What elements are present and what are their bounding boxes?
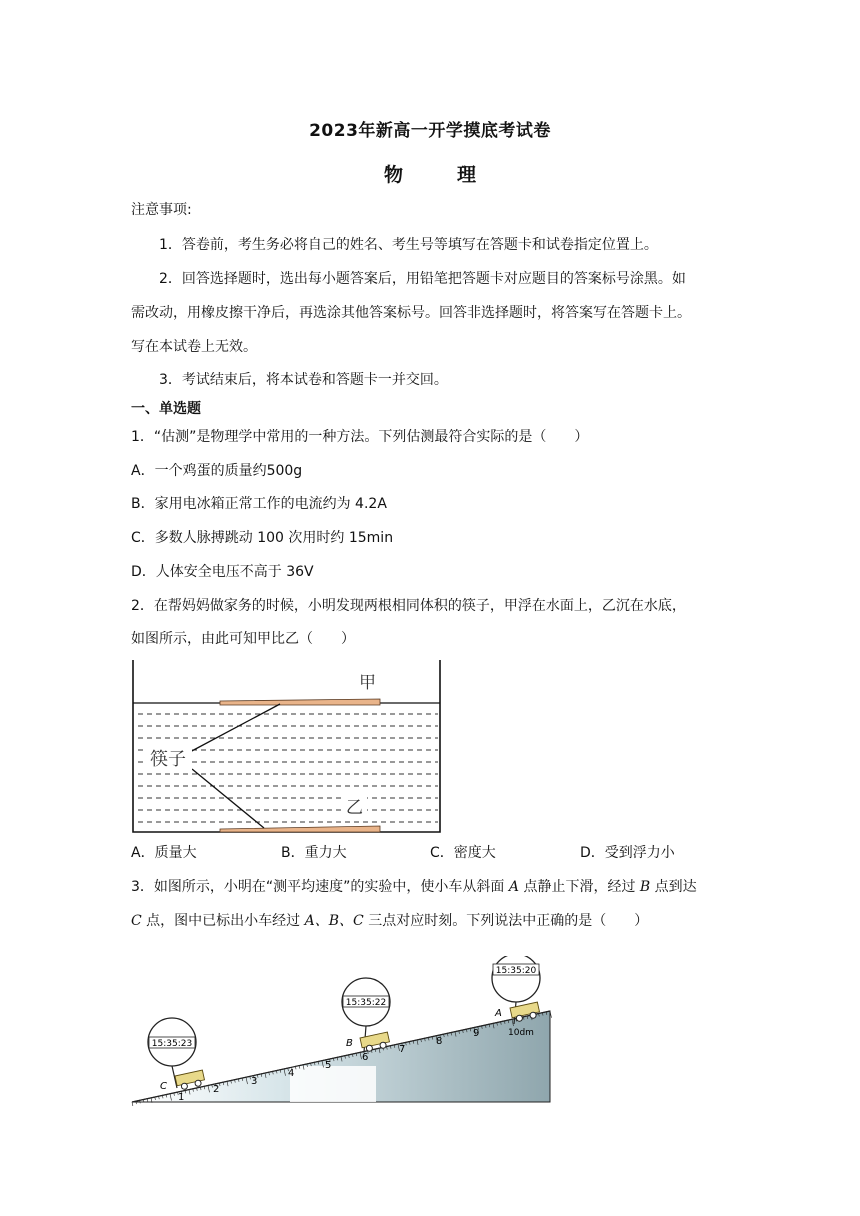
exam-title: 2023年新高一开学摸底考试卷 bbox=[309, 121, 551, 141]
q3-figure-incline bbox=[128, 956, 558, 1106]
q3-var-a: A bbox=[508, 879, 519, 895]
label-kuaizi: 筷子 bbox=[150, 749, 186, 770]
point-a-label: A bbox=[495, 1008, 502, 1019]
point-b-label: B bbox=[346, 1038, 353, 1049]
tick-label-9: 9 bbox=[473, 1028, 480, 1039]
section-heading: 一、单选题 bbox=[131, 401, 201, 417]
tick-label-3: 3 bbox=[251, 1076, 258, 1087]
q1-option-b: B．家用电冰箱正常工作的电流约为 4.2A bbox=[131, 496, 387, 512]
label-jia: 甲 bbox=[359, 673, 376, 693]
q2-option-c: C．密度大 bbox=[430, 845, 496, 861]
notice-item-3: 3．考试结束后，将本试卷和答题卡一并交回。 bbox=[159, 372, 448, 388]
tick-label-1: 1 bbox=[178, 1092, 185, 1103]
clock-b-time: 15:35:22 bbox=[345, 998, 387, 1008]
tick-label-4: 4 bbox=[288, 1068, 295, 1079]
q1-stem: 1．“估测”是物理学中常用的一种方法。下列估测最符合实际的是（ ） bbox=[131, 429, 589, 445]
notice-item-2-line-1: 2．回答选择题时，选出每小题答案后，用铅笔把答题卡对应题目的答案标号涂黑。如 bbox=[159, 271, 686, 287]
q3-stem-line-2 bbox=[131, 911, 648, 931]
tick-label-10: 10dm bbox=[508, 1028, 534, 1038]
notice-item-2-line-3: 写在本试卷上无效。 bbox=[131, 339, 257, 355]
notice-item-1: 1．答卷前，考生务必将自己的姓名、考生号等填写在答题卡和试卷指定位置上。 bbox=[159, 237, 658, 253]
chopstick-jia bbox=[220, 699, 380, 705]
q2-option-b: B．重力大 bbox=[281, 845, 347, 861]
notice-item-2-line-2: 需改动，用橡皮擦干净后，再选涂其他答案标号。回答非选择题时，将答案写在答题卡上。 bbox=[131, 305, 691, 321]
label-yi: 乙 bbox=[346, 798, 363, 818]
q1-option-a: A．一个鸡蛋的质量约500g bbox=[131, 463, 303, 479]
subject-char-right: 理 bbox=[457, 164, 477, 186]
q2-option-a: A．质量大 bbox=[131, 845, 197, 861]
notice-heading: 注意事项: bbox=[131, 202, 192, 218]
q2-option-d: D．受到浮力小 bbox=[580, 845, 675, 861]
tick-label-2: 2 bbox=[213, 1084, 220, 1095]
ruler-tick bbox=[132, 1102, 133, 1106]
point-c-label: C bbox=[160, 1081, 167, 1092]
tick-label-8: 8 bbox=[436, 1036, 443, 1047]
q1-option-c: C．多数人脉搏跳动 100 次用时约 15min bbox=[131, 530, 394, 546]
q2-stem-line-2: 如图所示，由此可知甲比乙（ ） bbox=[131, 631, 355, 647]
clock-a-time: 15:35:20 bbox=[495, 966, 537, 976]
q3-vars-abc: A、B、C bbox=[304, 913, 364, 929]
q2-stem-line-1: 2．在帮妈妈做家务的时候，小明发现两根相同体积的筷子，甲浮在水面上，乙沉在水底， bbox=[131, 598, 686, 614]
q3-var-c: C bbox=[131, 913, 142, 929]
q1-option-d: D．人体安全电压不高于 36V bbox=[131, 564, 314, 580]
q3-stem-text-2: 点静止下滑，经过 bbox=[519, 879, 640, 895]
subject-title bbox=[0, 160, 860, 187]
tick-label-6: 6 bbox=[362, 1052, 369, 1063]
subject-char-left: 物 bbox=[383, 164, 403, 186]
q3-stem-line-1 bbox=[131, 877, 697, 897]
q3-stem-text-1: 3．如图所示，小明在“测平均速度”的实验中，使小车从斜面 bbox=[131, 879, 509, 895]
q3-stem-text-4: 点，图中已标出小车经过 bbox=[141, 913, 305, 929]
clock-c-time: 15:35:23 bbox=[151, 1039, 193, 1049]
tick-label-5: 5 bbox=[325, 1060, 332, 1071]
q2-figure-chopsticks-in-water bbox=[128, 656, 446, 836]
tick-label-7: 7 bbox=[399, 1044, 406, 1055]
q3-var-b: B bbox=[639, 879, 651, 895]
q3-stem-text-3: 点到达 bbox=[650, 879, 697, 895]
q3-stem-text-5: 三点对应时刻。下列说法中正确的是（ ） bbox=[363, 913, 649, 929]
ramp-highlight bbox=[290, 1066, 376, 1102]
